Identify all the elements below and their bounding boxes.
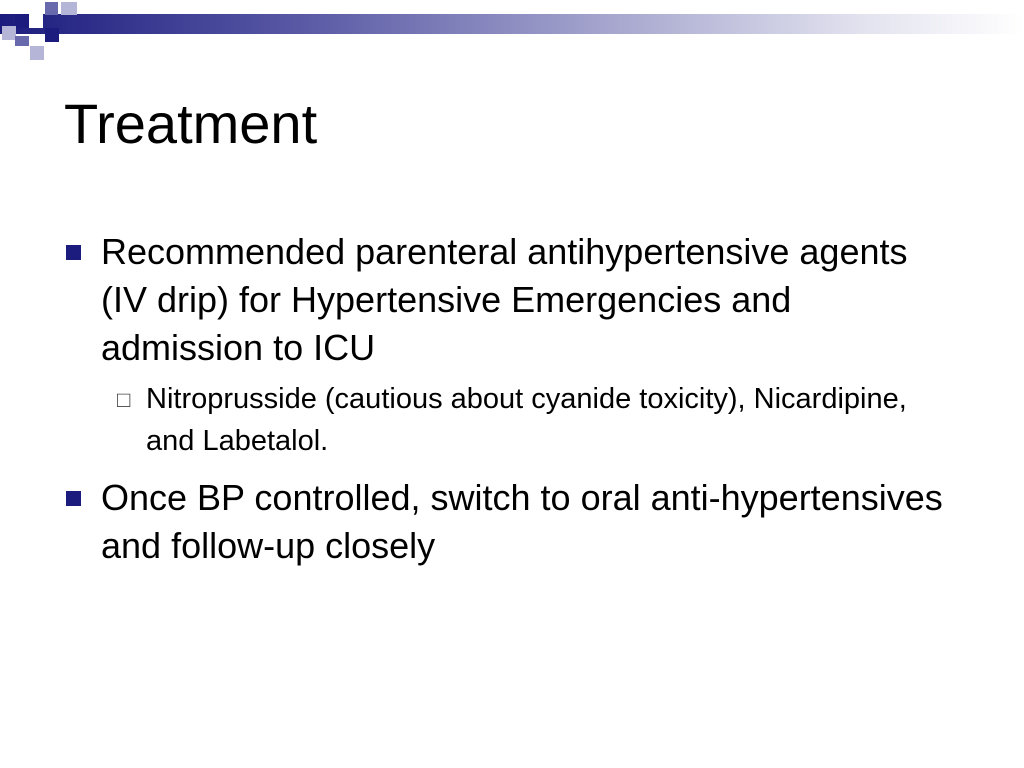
bullet-text: Once BP controlled, switch to oral anti-hypertensives and follow-up closely bbox=[101, 477, 943, 566]
sub-bullet-item bbox=[101, 378, 962, 462]
filled-square-bullet-icon bbox=[66, 491, 81, 506]
bullet-list bbox=[62, 228, 962, 578]
slide-title: Treatment bbox=[64, 92, 318, 155]
hollow-square-bullet-icon: □ bbox=[117, 387, 131, 412]
bullet-text: Recommended parenteral antihypertensive agents (IV drip) for Hypertensive Emergencies and admission to ICU bbox=[101, 231, 908, 368]
sub-bullet-list bbox=[101, 378, 962, 462]
filled-square-bullet-icon bbox=[66, 245, 81, 260]
header-gradient-bar bbox=[0, 14, 1024, 34]
bullet-item bbox=[62, 228, 962, 462]
bullet-item bbox=[62, 474, 962, 570]
sub-bullet-text: Nitroprusside (cautious about cyanide toxicity), Nicardipine, and Labetalol. bbox=[146, 383, 907, 457]
